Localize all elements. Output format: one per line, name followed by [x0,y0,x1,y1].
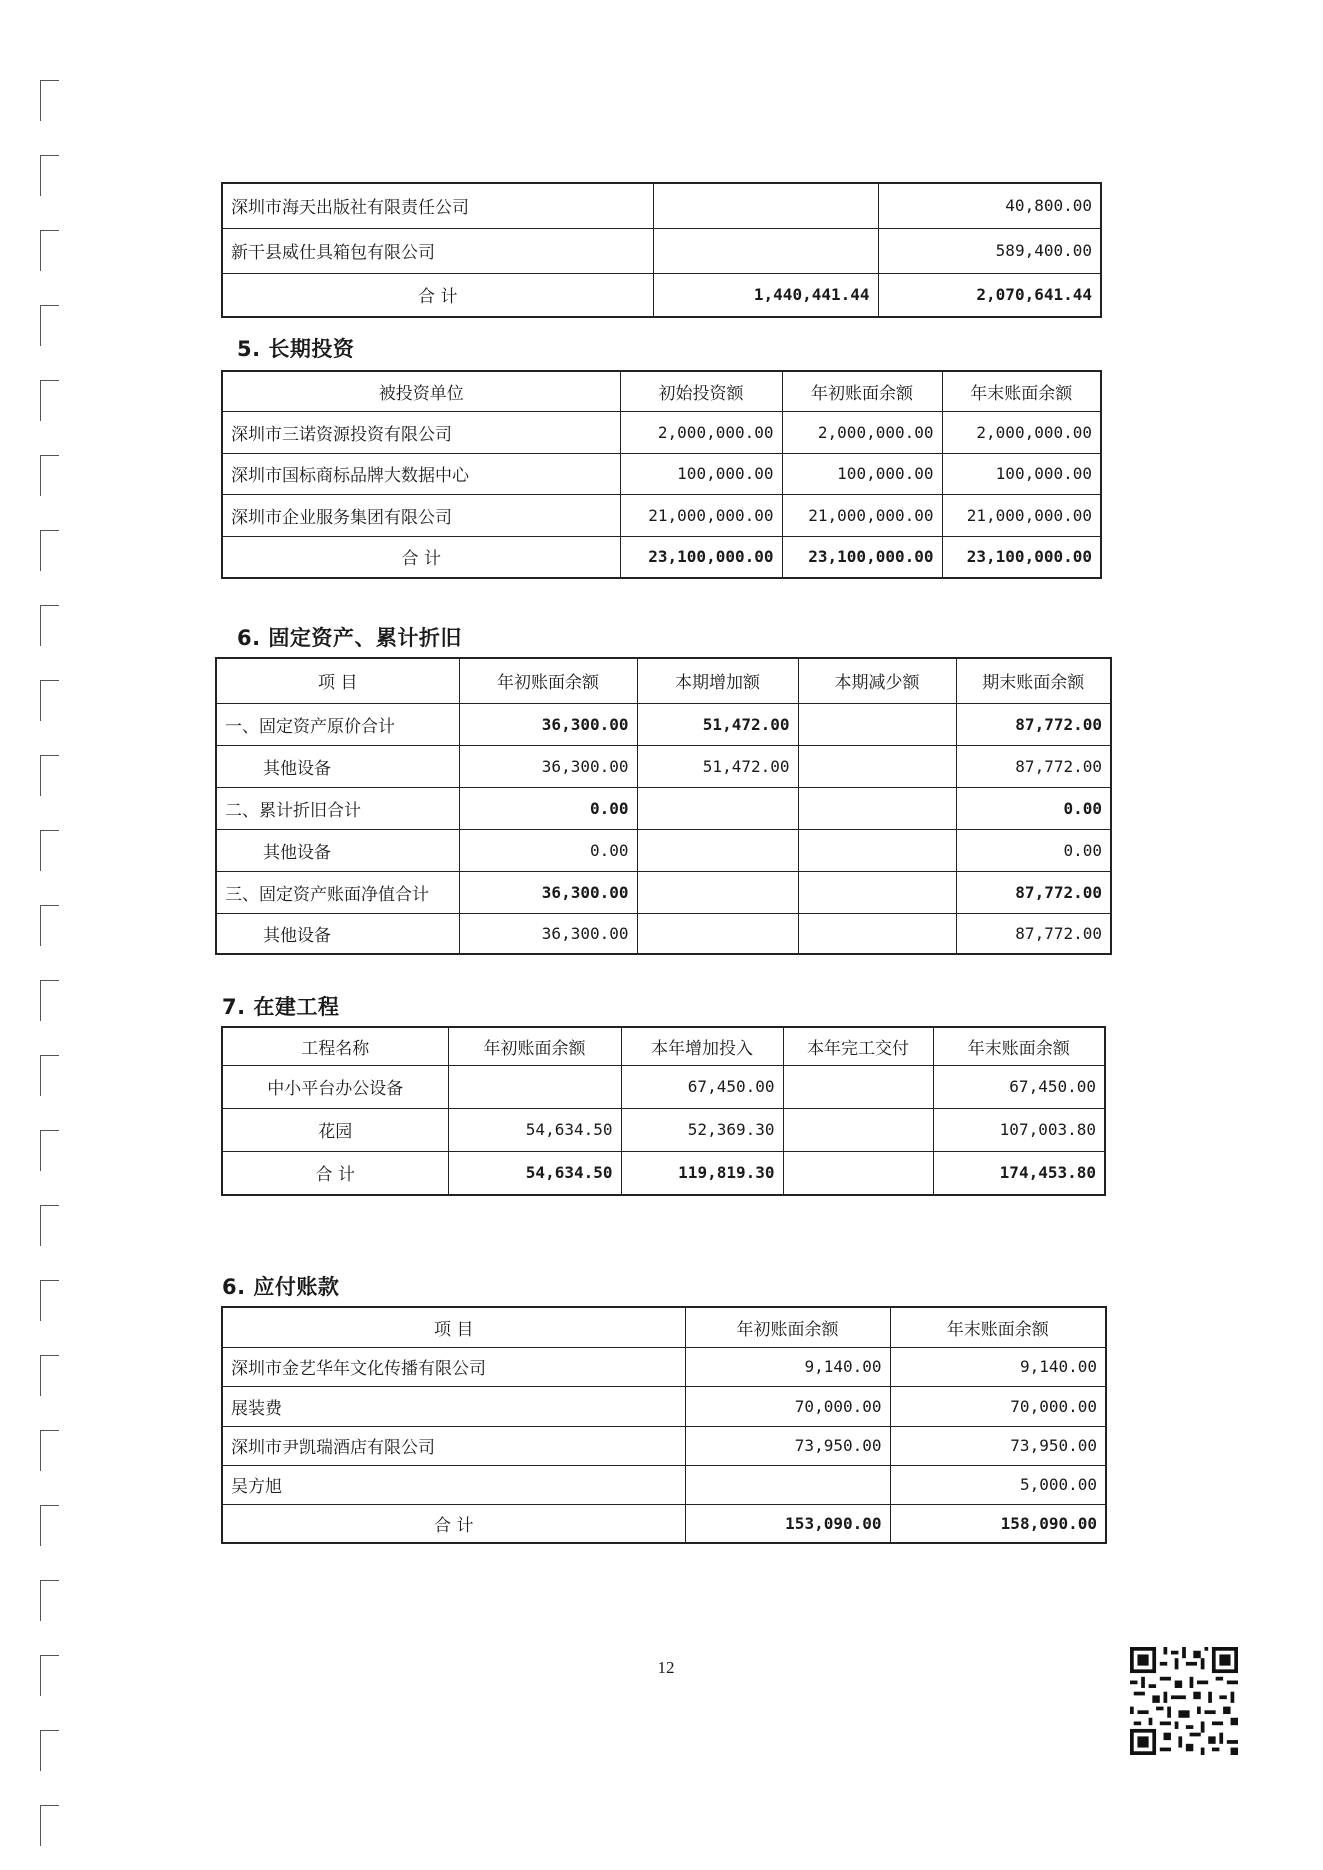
fixed-assets-table [215,657,1112,955]
table-row [216,829,1111,871]
amount-cell: 0.00 [459,787,637,829]
binding-mark [40,230,59,271]
binding-mark [40,1205,59,1246]
binding-mark [40,1580,59,1621]
column-header: 年末账面余额 [890,1307,1106,1347]
amount-cell: 73,950.00 [890,1426,1106,1465]
binding-mark [40,1730,59,1771]
amount-cell: 54,634.50 [448,1108,621,1151]
item-name-cell: 二、累计折旧合计 [216,787,459,829]
total-amount: 23,100,000.00 [620,536,782,578]
investee-name-cell: 深圳市企业服务集团有限公司 [222,494,620,536]
column-header: 项 目 [222,1307,685,1347]
amount-cell: 70,000.00 [685,1386,890,1426]
table-row [222,183,1101,228]
binding-mark [40,1355,59,1396]
header-row [222,371,1101,411]
payee-name-cell: 深圳市尹凯瑞酒店有限公司 [222,1426,685,1465]
table-row [216,703,1111,745]
binding-mark [40,380,59,421]
column-header: 年初账面余额 [459,658,637,703]
total-amount [783,1151,933,1195]
amount-cell [798,745,956,787]
amount-cell [798,871,956,913]
amount-cell [783,1108,933,1151]
table-row [222,1426,1106,1465]
amount-cell [653,228,878,273]
column-header: 期末账面余额 [956,658,1111,703]
column-header: 年末账面余额 [942,371,1101,411]
amount-cell: 51,472.00 [637,745,798,787]
amount-cell [783,1065,933,1108]
amount-cell: 51,472.00 [637,703,798,745]
investee-name-cell: 深圳市国标商标品牌大数据中心 [222,453,620,494]
total-amount: 158,090.00 [890,1504,1106,1543]
payee-name-cell: 深圳市金艺华年文化传播有限公司 [222,1347,685,1386]
header-row [222,1027,1105,1065]
amount-cell: 36,300.00 [459,703,637,745]
amount-cell [798,787,956,829]
table-row [222,453,1101,494]
amount-cell [637,913,798,954]
total-amount: 119,819.30 [621,1151,783,1195]
amount-cell: 87,772.00 [956,913,1111,954]
column-header: 本期增加额 [637,658,798,703]
section-title-construction: 7. 在建工程 [222,995,340,1019]
binding-mark [40,1055,59,1096]
amount-cell: 100,000.00 [620,453,782,494]
binding-mark [40,305,59,346]
total-row [222,536,1101,578]
amount-cell: 100,000.00 [942,453,1101,494]
amount-cell: 87,772.00 [956,871,1111,913]
binding-mark [40,755,59,796]
amount-cell: 73,950.00 [685,1426,890,1465]
column-header: 年末账面余额 [933,1027,1105,1065]
column-header: 年初账面余额 [685,1307,890,1347]
table-row [216,871,1111,913]
section-title-fixed-assets: 6. 固定资产、累计折旧 [237,626,462,650]
binding-mark [40,1505,59,1546]
amount-cell: 87,772.00 [956,703,1111,745]
column-header: 初始投资额 [620,371,782,411]
amount-cell [798,913,956,954]
column-header: 本年增加投入 [621,1027,783,1065]
item-name-cell: 三、固定资产账面净值合计 [216,871,459,913]
total-label: 合 计 [222,1504,685,1543]
column-header: 项 目 [216,658,459,703]
table-row [216,787,1111,829]
qr-code [1130,1647,1238,1755]
amount-cell [637,871,798,913]
binding-mark [40,1805,59,1846]
total-amount: 23,100,000.00 [942,536,1101,578]
table-row [222,1386,1106,1426]
amount-cell [637,829,798,871]
amount-cell [448,1065,621,1108]
amount-cell: 21,000,000.00 [782,494,942,536]
table-row [222,1347,1106,1386]
amount-cell: 67,450.00 [621,1065,783,1108]
header-row [222,1307,1106,1347]
amount-cell: 36,300.00 [459,745,637,787]
binding-mark [40,905,59,946]
amount-cell: 0.00 [459,829,637,871]
amount-cell: 9,140.00 [890,1347,1106,1386]
page-number: 12 [657,1658,675,1677]
amount-cell: 0.00 [956,787,1111,829]
binding-mark [40,830,59,871]
amount-cell: 5,000.00 [890,1465,1106,1504]
section-title-accounts-payable: 6. 应付账款 [222,1275,340,1299]
total-amount: 2,070,641.44 [878,273,1101,317]
item-name-cell: 其他设备 [216,913,459,954]
amount-cell: 0.00 [956,829,1111,871]
item-name-cell: 一、固定资产原价合计 [216,703,459,745]
amount-cell [798,829,956,871]
amount-cell: 107,003.80 [933,1108,1105,1151]
total-label: 合 计 [222,273,653,317]
binding-mark [40,1130,59,1171]
table-row [222,1465,1106,1504]
long-term-investment-table [221,370,1102,579]
item-name-cell: 其他设备 [216,745,459,787]
item-name-cell: 其他设备 [216,829,459,871]
total-row [222,1504,1106,1543]
binding-mark [40,1280,59,1321]
receivables-continued-table [221,182,1102,318]
amount-cell: 70,000.00 [890,1386,1106,1426]
table-row [222,1065,1105,1108]
column-header: 年初账面余额 [782,371,942,411]
table-row [222,494,1101,536]
company-name-cell: 新干县威仕具箱包有限公司 [222,228,653,273]
binding-mark [40,155,59,196]
amount-cell [653,183,878,228]
amount-cell: 9,140.00 [685,1347,890,1386]
amount-cell: 36,300.00 [459,913,637,954]
amount-cell: 67,450.00 [933,1065,1105,1108]
column-header: 年初账面余额 [448,1027,621,1065]
total-row [222,1151,1105,1195]
payee-name-cell: 吴方旭 [222,1465,685,1504]
table-row [222,228,1101,273]
column-header: 本年完工交付 [783,1027,933,1065]
amount-cell: 21,000,000.00 [620,494,782,536]
amount-cell: 2,000,000.00 [942,411,1101,453]
table-row [216,913,1111,954]
table-row [222,411,1101,453]
table-row [222,1108,1105,1151]
total-amount: 153,090.00 [685,1504,890,1543]
amount-cell [685,1465,890,1504]
total-amount: 174,453.80 [933,1151,1105,1195]
binding-mark [40,605,59,646]
binding-mark [40,1430,59,1471]
binding-mark [40,680,59,721]
header-row [216,658,1111,703]
column-header: 工程名称 [222,1027,448,1065]
total-amount: 1,440,441.44 [653,273,878,317]
amount-cell: 40,800.00 [878,183,1101,228]
amount-cell: 100,000.00 [782,453,942,494]
amount-cell: 21,000,000.00 [942,494,1101,536]
binding-mark [40,80,59,121]
project-name-cell: 中小平台办公设备 [222,1065,448,1108]
amount-cell: 36,300.00 [459,871,637,913]
amount-cell [798,703,956,745]
amount-cell: 52,369.30 [621,1108,783,1151]
total-amount: 54,634.50 [448,1151,621,1195]
amount-cell [637,787,798,829]
section-title-long-term-investment: 5. 长期投资 [237,337,355,361]
amount-cell: 589,400.00 [878,228,1101,273]
table-row [216,745,1111,787]
total-amount: 23,100,000.00 [782,536,942,578]
total-label: 合 计 [222,536,620,578]
payee-name-cell: 展装费 [222,1386,685,1426]
total-row [222,273,1101,317]
investee-name-cell: 深圳市三诺资源投资有限公司 [222,411,620,453]
binding-mark [40,455,59,496]
binding-mark [40,530,59,571]
total-label: 合 计 [222,1151,448,1195]
binding-mark [40,980,59,1021]
project-name-cell: 花园 [222,1108,448,1151]
amount-cell: 87,772.00 [956,745,1111,787]
company-name-cell: 深圳市海天出版社有限责任公司 [222,183,653,228]
construction-in-progress-table [221,1026,1106,1196]
column-header: 被投资单位 [222,371,620,411]
amount-cell: 2,000,000.00 [782,411,942,453]
amount-cell: 2,000,000.00 [620,411,782,453]
binding-mark [40,1655,59,1696]
column-header: 本期减少额 [798,658,956,703]
accounts-payable-table [221,1306,1107,1544]
